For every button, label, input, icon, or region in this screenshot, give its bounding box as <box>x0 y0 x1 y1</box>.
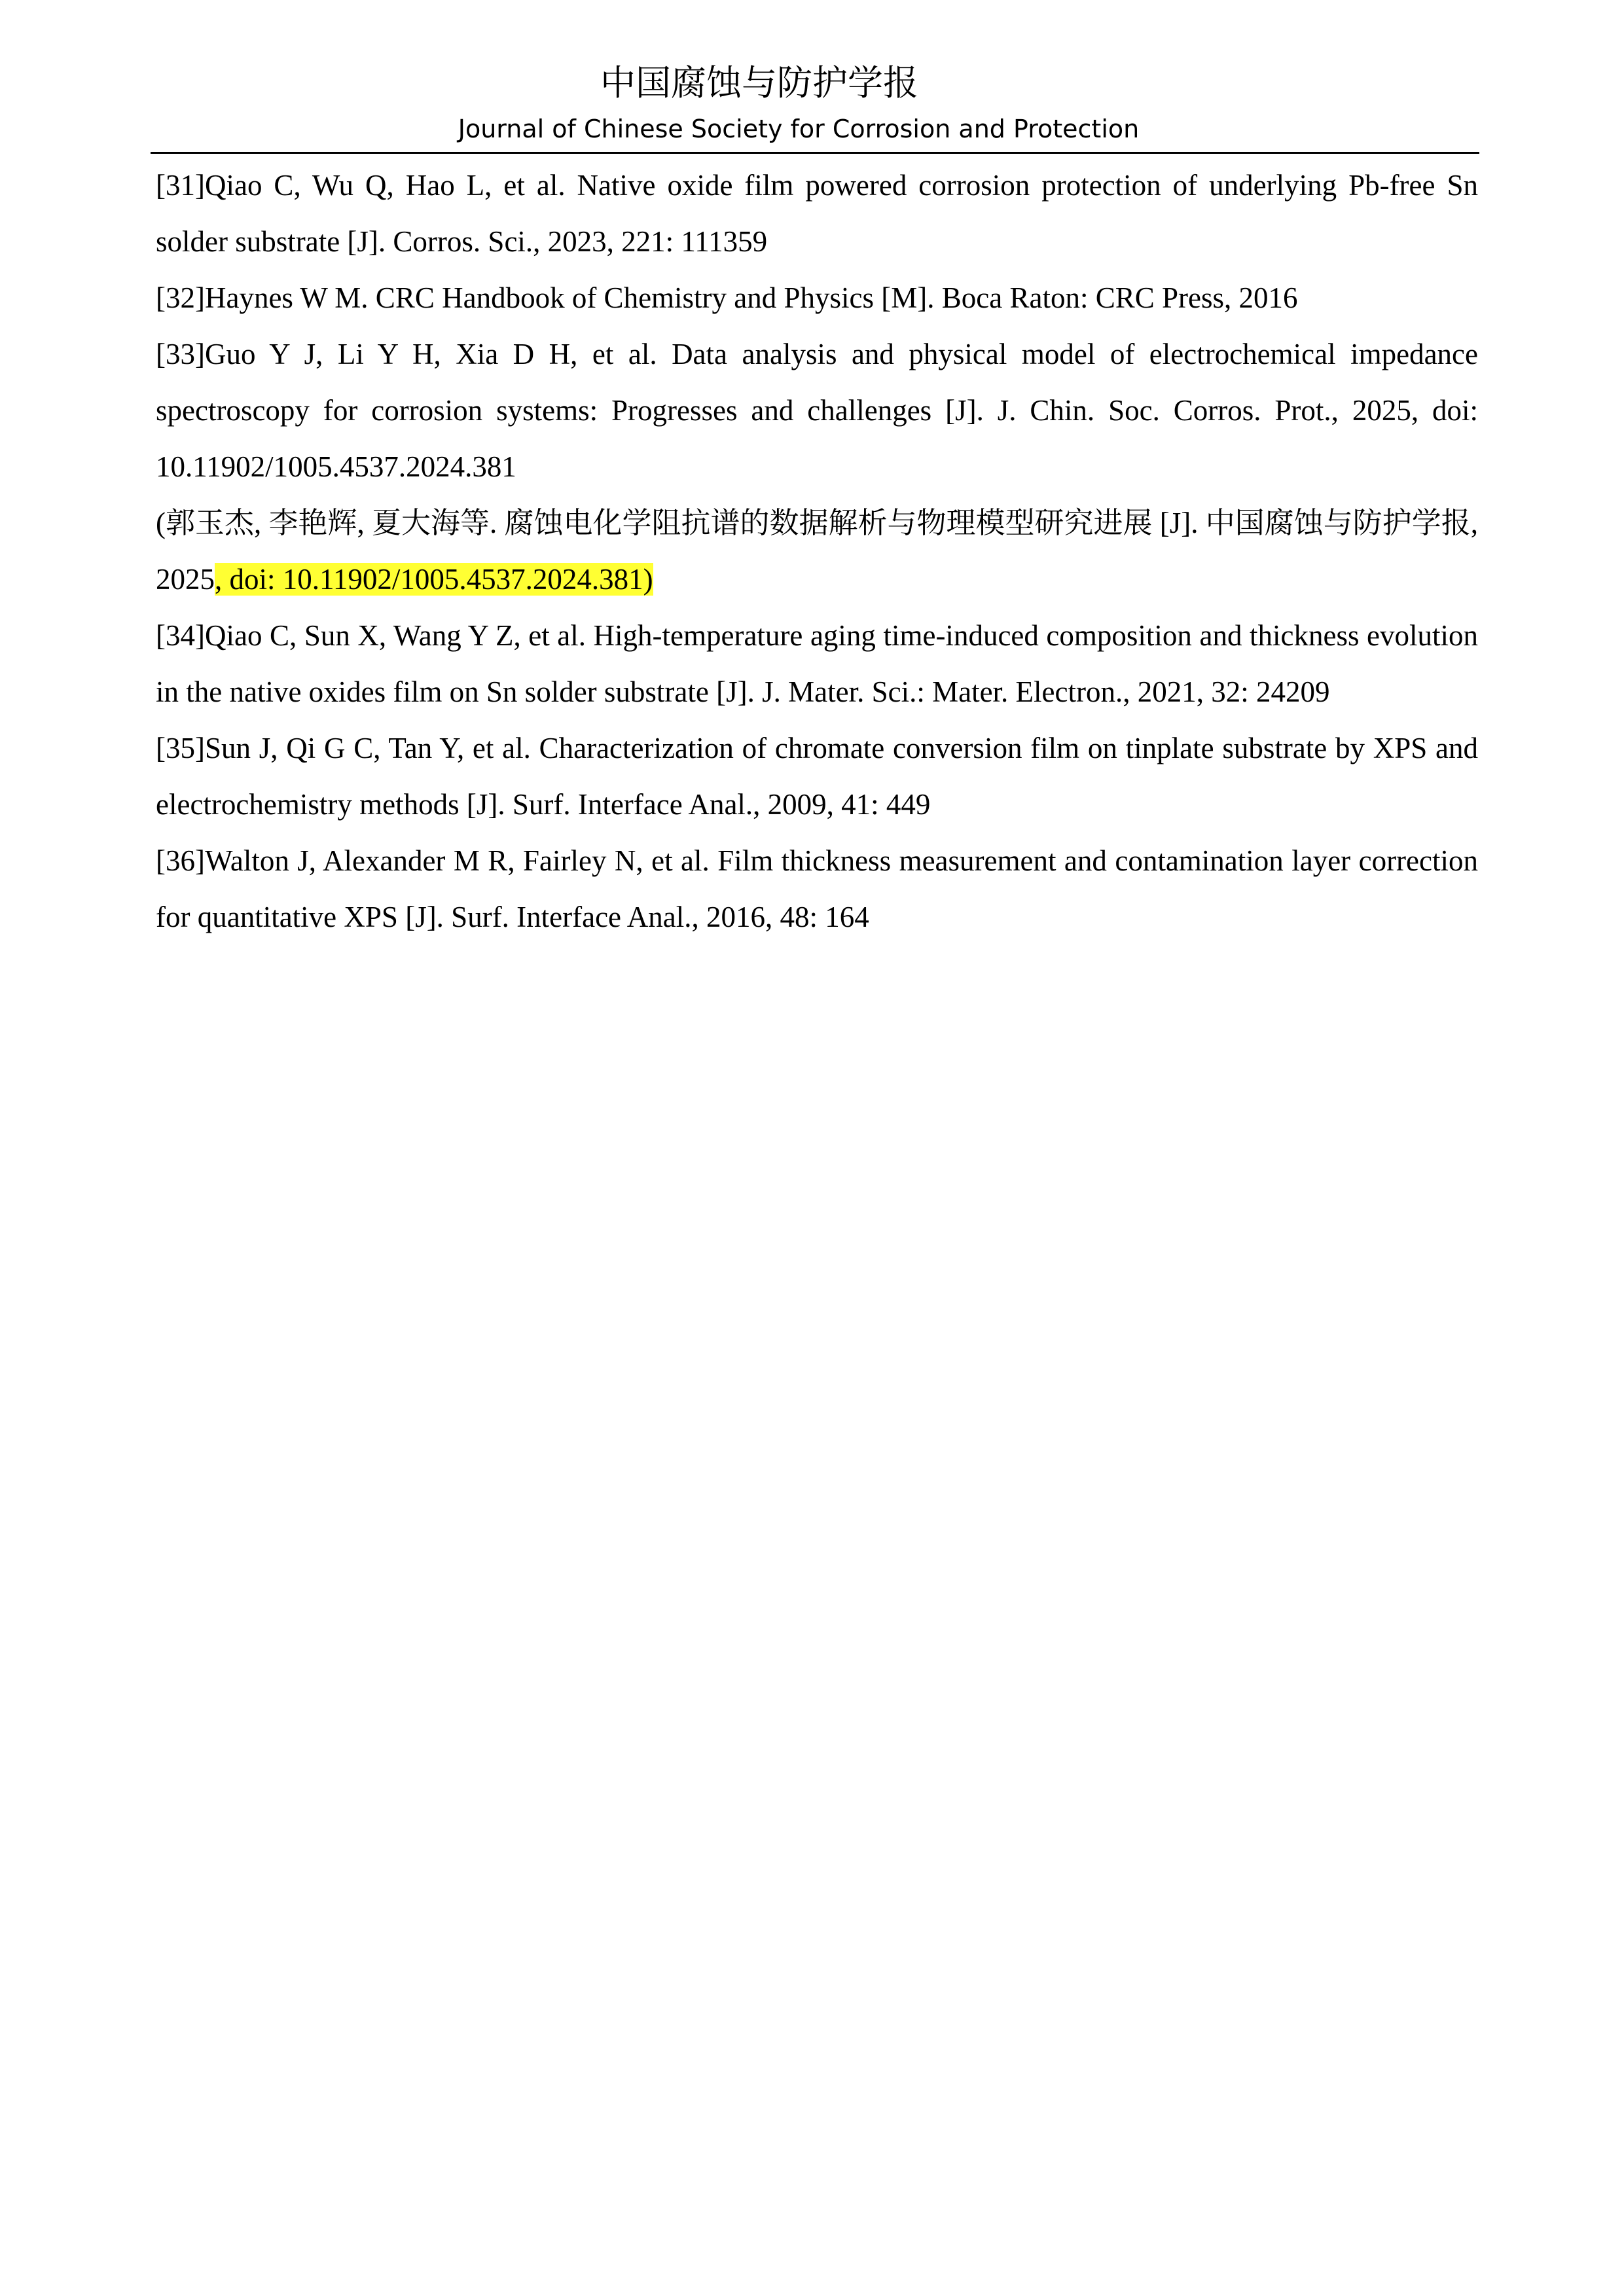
reference-text: Qiao C, Wu Q, Hao L, et al. Native oxide film powered corrosion protection of underlying Pb-free Sn solder substrate [J]. Corros. Sci., 2023, 221: 111359 <box>156 169 1478 258</box>
reference-number: [35] <box>156 732 205 764</box>
reference-34 <box>156 607 1478 720</box>
reference-list <box>156 157 1478 945</box>
reference-text: Sun J, Qi G C, Tan Y, et al. Characterization of chromate conversion film on tinplate substrate by XPS and electrochemistry methods [J]. Surf. Interface Anal., 2009, 41: 449 <box>156 732 1478 821</box>
reference-number: [31] <box>156 169 205 202</box>
reference-36 <box>156 833 1478 945</box>
page-header <box>151 52 1479 154</box>
highlighted-doi: , doi: 10.11902/1005.4537.2024.381) <box>215 563 653 596</box>
reference-number: [34] <box>156 619 205 652</box>
reference-number: [32] <box>156 281 205 314</box>
reference-text: Qiao C, Sun X, Wang Y Z, et al. High-temperature aging time-induced composition and thickness evolution in the native oxides film on Sn solder substrate [J]. J. Mater. Sci.: Mater. Electron., 2021, 32: 24209 <box>156 619 1478 708</box>
reference-31 <box>156 157 1478 270</box>
reference-number: [36] <box>156 844 205 877</box>
reference-text: Guo Y J, Li Y H, Xia D H, et al. Data analysis and physical model of electrochemical impedance spectroscopy for corrosion systems: Progresses and challenges [J]. J. Chin. Soc. Corros. Prot., 2025, doi: 10.11902/1005.4537.2024.381 <box>156 338 1478 483</box>
reference-32 <box>156 270 1478 326</box>
reference-35 <box>156 720 1478 833</box>
reference-text: Haynes W M. CRC Handbook of Chemistry and Physics [M]. Boca Raton: CRC Press, 2016 <box>204 281 1298 314</box>
journal-title-chinese: 中国腐蚀与防护学报 <box>600 62 918 103</box>
reference-33 <box>156 326 1478 495</box>
reference-text: Walton J, Alexander M R, Fairley N, et al. Film thickness measurement and contamination layer correction for quantitative XPS [J]. Surf. Interface Anal., 2016, 48: 164 <box>156 844 1478 933</box>
journal-title-english: Journal of Chinese Society for Corrosion and Protection <box>458 115 1140 143</box>
reference-33-translation <box>156 495 1478 607</box>
reference-number: [33] <box>156 338 205 370</box>
reference-translation-text: (郭玉杰, 李艳辉, 夏大海等. 腐蚀电化学阻抗谱的数据解析与物理模型研究进展 [J]. 中国腐蚀与防护学报, 2025 <box>156 507 1478 596</box>
